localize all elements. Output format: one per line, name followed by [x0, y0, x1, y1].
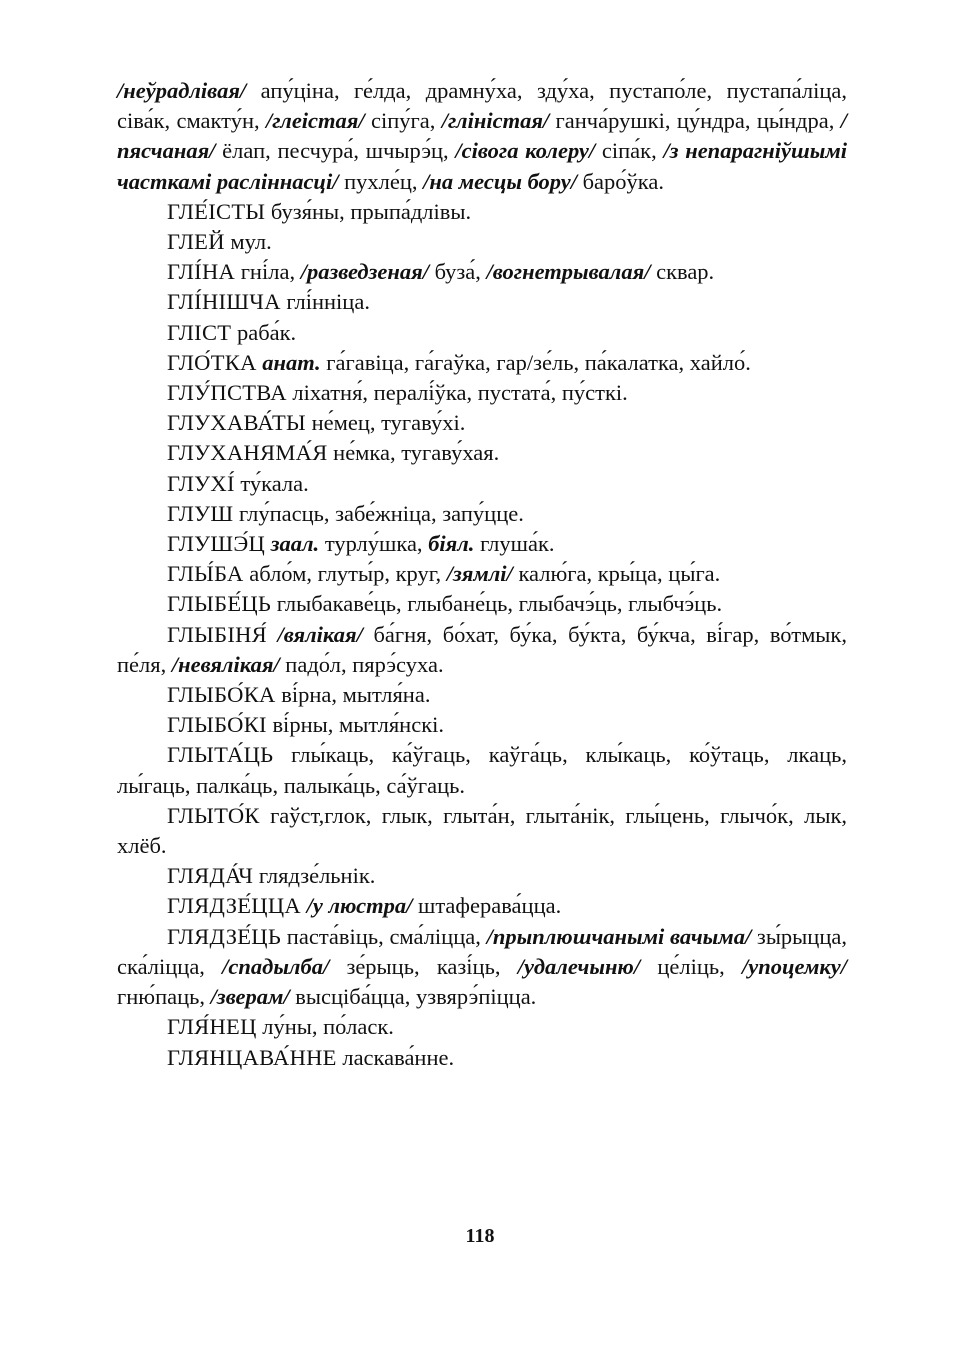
headword: ГЛЫБО́КІ: [167, 712, 267, 738]
dictionary-entry: [117, 922, 847, 1013]
usage-note: біял.: [428, 531, 475, 557]
dictionary-entry: [117, 620, 847, 680]
dictionary-entry: [117, 318, 847, 348]
dictionary-page: [117, 76, 847, 1073]
dictionary-entry: [117, 529, 847, 559]
synonyms: буза́,: [428, 259, 487, 285]
dictionary-entry: [117, 257, 847, 287]
dictionary-entry: [117, 559, 847, 589]
synonyms: мул.: [224, 229, 272, 255]
synonyms: ві́рна, мытля́на.: [275, 682, 431, 708]
synonyms: абло́м, глуты́р, круг,: [243, 561, 447, 587]
dictionary-entry: [117, 740, 847, 800]
headword: ГЛЫТО́К: [167, 802, 260, 828]
synonyms: ліхатня́, пералі́ўка, пустата́, пу́сткі.: [286, 380, 628, 406]
synonyms: падо́л, пярэ́суха.: [279, 651, 444, 677]
headword: ГЛІ́НІШЧА: [167, 289, 281, 315]
synonyms: сіпу́га,: [364, 108, 442, 134]
headword: ГЛЫ́БА: [167, 561, 244, 587]
dictionary-entry: [117, 710, 847, 740]
usage-note: /пясчаная/: [117, 108, 847, 164]
synonyms: глуша́к.: [474, 531, 555, 557]
synonyms: це́ліць,: [640, 953, 742, 979]
synonyms: лу́ны, по́ласк.: [256, 1014, 394, 1040]
usage-note: /удалечыню/: [517, 953, 641, 979]
usage-note: /вялікая/: [266, 621, 363, 647]
synonyms: баро́ўка.: [576, 168, 664, 194]
synonyms: сіпа́к,: [595, 138, 664, 164]
usage-note: /з непарагніўшымі часткамі расліннасці/: [117, 138, 847, 194]
dictionary-entry: [117, 438, 847, 468]
headword: ГЛЫТА́ЦЬ: [167, 742, 274, 768]
usage-note: заал.: [265, 531, 320, 557]
usage-note: /на месцы бору/: [423, 168, 577, 194]
dictionary-entry: [117, 408, 847, 438]
dictionary-entry: [117, 1012, 847, 1042]
synonyms: не́мец, тугаву́хі.: [305, 410, 466, 436]
dictionary-entry: [117, 348, 847, 378]
synonyms: раба́к.: [231, 319, 297, 345]
headword: ГЛЫБЕ́ЦЬ: [167, 591, 272, 617]
headword: ГЛЫБІНЯ́: [167, 621, 267, 647]
synonyms: зы́рыцца, ска́ліцца,: [117, 923, 847, 979]
dictionary-entry: [117, 680, 847, 710]
synonyms: ёлап, песчура́, шчырэ́ц,: [215, 138, 456, 164]
dictionary-entry: [117, 1043, 847, 1073]
page-number: 118: [465, 1225, 495, 1247]
synonyms: калю́га, кры́ца, цы́га.: [512, 561, 721, 587]
usage-note: /зверам/: [210, 984, 290, 1010]
headword: ГЛЫБО́КА: [167, 682, 276, 708]
headword: ГЛІ́НА: [167, 259, 236, 285]
headword: ГЛЯДЗЕ́ЦЦА: [167, 893, 301, 919]
dictionary-entry: [117, 861, 847, 891]
headword: ГЛУХІ́: [167, 470, 235, 496]
synonyms: глу́пасць, забе́жніца, запу́цце.: [233, 500, 524, 526]
synonyms: глі́нніца.: [280, 289, 370, 315]
usage-note: /спадылба/: [222, 953, 330, 979]
synonyms: ганча́рушкі, цу́ндра, цы́ндра,: [549, 108, 841, 134]
usage-note: /глеістая/: [266, 108, 365, 134]
headword: ГЛО́ТКА: [167, 349, 257, 375]
synonyms: сквар.: [650, 259, 715, 285]
synonyms: ласкава́нне.: [336, 1044, 455, 1070]
headword: ГЛУХАВА́ТЫ: [167, 410, 306, 436]
continuation-paragraph: [117, 76, 847, 197]
synonyms: га́гавіца, га́гаўка, гар/зе́ль, па́калатка, хайло́.: [320, 349, 751, 375]
headword: ГЛЕ́ІСТЫ: [167, 198, 266, 224]
headword: ГЛІСТ: [167, 319, 232, 345]
synonyms: гаўст,глок, глык, глыта́н, глыта́нік, глы́цень, глычо́к, лык, хлёб.: [117, 802, 847, 859]
usage-note: анат.: [256, 349, 321, 375]
dictionary-entry: [117, 197, 847, 227]
entry-list: [117, 197, 847, 1073]
synonyms: высціба́цца, узвярэ́піцца.: [289, 984, 537, 1010]
usage-note: /невялікая/: [171, 651, 280, 677]
synonyms: ба́гня, бо́хат, бу́ка, бу́кта, бу́кча, ві́гар, во́тмык, пе́ля,: [117, 621, 847, 677]
dictionary-entry: [117, 499, 847, 529]
headword: ГЛЕЙ: [167, 229, 225, 255]
dictionary-entry: [117, 801, 847, 861]
usage-note: /глінiстая/: [441, 108, 550, 134]
synonyms: зе́рыць, казі́ць,: [329, 953, 518, 979]
headword: ГЛУ́ПСТВА: [167, 380, 287, 406]
dictionary-entry: [117, 589, 847, 619]
synonyms: глы́каць, ка́ўгаць, каўга́ць, клы́каць, ко́ўтаць, лкаць, лы́гаць, палка́ць, палыка́ць, са́ўгаць.: [117, 742, 847, 798]
usage-note: /неўрадлівая/: [117, 78, 247, 103]
synonyms: пухле́ц,: [338, 168, 424, 194]
synonyms: гню́паць,: [117, 984, 211, 1010]
synonyms: глядзе́льнік.: [253, 863, 376, 889]
synonyms: бузя́ны, прыпа́длівы.: [265, 198, 472, 224]
dictionary-entry: [117, 469, 847, 499]
headword: ГЛУШЭ́Ц: [167, 531, 266, 557]
headword: ГЛЯНЦАВА́ННЕ: [167, 1044, 337, 1070]
usage-note: /вогнетрывалая/: [486, 259, 651, 285]
synonyms: ві́рны, мытля́нскі.: [266, 712, 445, 738]
synonyms: апу́ціна, ге́лда, драмну́ха, зду́ха, пустапо́ле, пустапа́ліца, сіва́к, смакту́н,: [117, 78, 847, 134]
dictionary-entry: [117, 287, 847, 317]
dictionary-entry: [117, 891, 847, 921]
headword: ГЛЯДЗЕ́ЦЬ: [167, 923, 282, 949]
usage-note: /упоцемку/: [742, 953, 847, 979]
dictionary-entry: [117, 227, 847, 257]
headword: ГЛЯДА́Ч: [167, 863, 254, 889]
synonyms: не́мка, тугаву́хая.: [327, 440, 500, 466]
synonyms: штаферава́цца.: [412, 893, 562, 919]
synonyms: гні́ла,: [235, 259, 301, 285]
headword: ГЛУШ: [167, 500, 234, 526]
dictionary-entry: [117, 378, 847, 408]
headword: ГЛЯ́НЕЦ: [167, 1014, 257, 1040]
usage-note: /прыплюшчанымі вачыма/: [486, 923, 752, 949]
synonyms: турлу́шка,: [319, 531, 429, 557]
synonyms: глыбакаве́ць, глыбане́ць, глыбачэ́ць, глыбчэ́ць.: [271, 591, 723, 617]
usage-note: /сівога колеру/: [455, 138, 596, 164]
usage-note: /у люстра/: [300, 893, 413, 919]
usage-note: /разведзеная/: [300, 259, 429, 285]
usage-note: /зямлі/: [446, 561, 513, 587]
headword: ГЛУХАНЯМА́Я: [167, 440, 328, 466]
synonyms: ту́кала.: [234, 470, 309, 496]
synonyms: паста́віць, сма́ліцца,: [281, 923, 487, 949]
